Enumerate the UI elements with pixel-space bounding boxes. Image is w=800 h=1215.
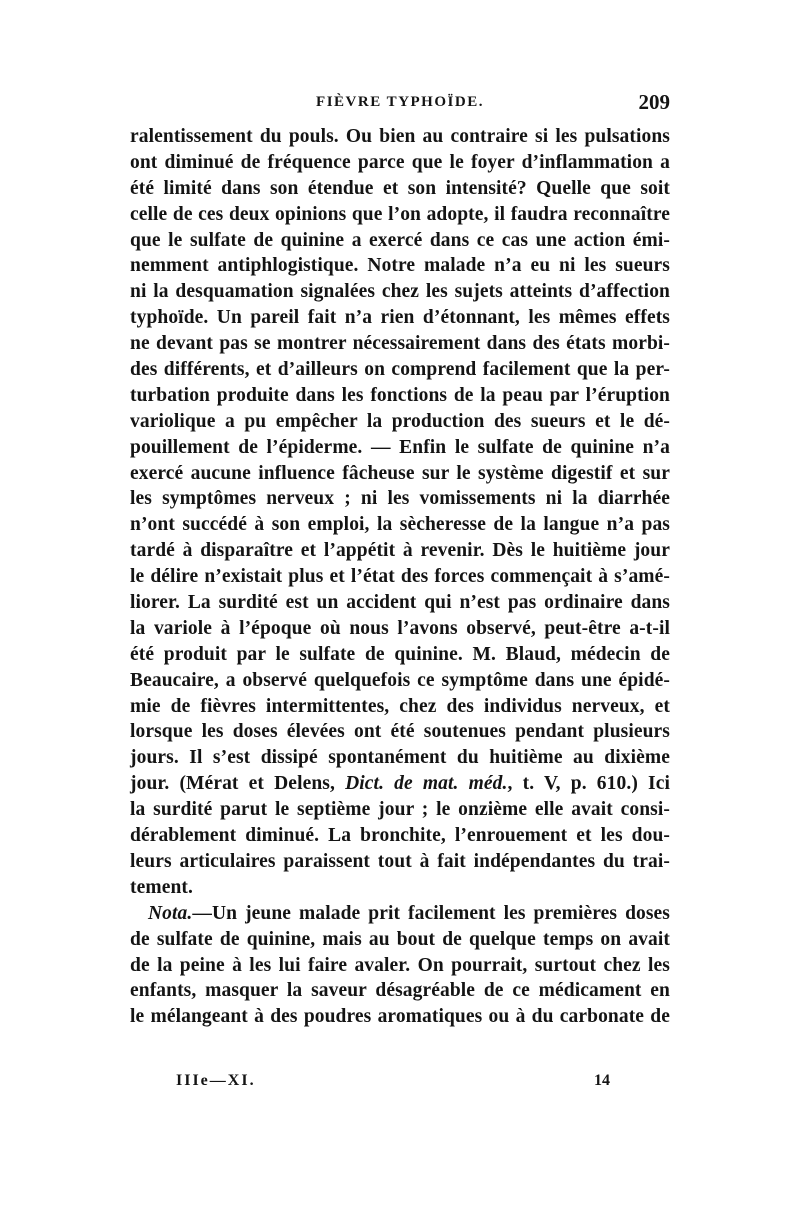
text-line: de la peine à les lui faire avaler. On pourrait, surtout chez les [130, 954, 670, 976]
text-line: ne devant pas se montrer nécessairement dans des états morbi- [130, 333, 670, 355]
text-line: turbation produite dans les fonctions de la peau par l’éruption [130, 384, 670, 406]
nota-first-line-text: —Un jeune malade prit facilement les premières doses [192, 902, 670, 924]
text-line: ont diminué de fréquence parce que le foyer d’inflammation a [130, 151, 670, 173]
text-line: enfants, masquer la saveur désagréable de ce médicament en [130, 980, 670, 1002]
text-line: la variole à l’époque où nous l’avons observé, peut-être a-t-il [130, 617, 670, 639]
text-line: des différents, et d’ailleurs on comprend facilement que la per- [130, 359, 670, 381]
text-line: nemment antiphlogistique. Notre malade n’a eu ni les sueurs [130, 255, 670, 277]
page-number: 209 [638, 90, 670, 114]
text-line: été limité dans son étendue et son intensité? Quelle que soit [130, 177, 670, 199]
citation-before: jour. (Mérat et Delens, [130, 773, 346, 795]
text-line: le délire n’existait plus et l’état des forces commençait à s’amé- [130, 566, 670, 588]
text-line: n’ont succédé à son emploi, la sècheresse de la langue n’a pas [130, 514, 670, 536]
text-line: la surdité parut le septième jour ; le onzième elle avait consi- [130, 799, 670, 821]
text-line: leurs articulaires paraissent tout à fait indépendantes du trai- [130, 850, 670, 872]
citation-line [130, 771, 670, 797]
text-line: tement. [130, 876, 193, 898]
body-text [130, 124, 670, 1030]
running-title: FIÈVRE TYPHOÏDE. [316, 94, 484, 110]
text-line: tardé à disparaître et l’appétit à revenir. Dès le huitième jour [130, 540, 670, 562]
text-line: exercé aucune influence fâcheuse sur le système digestif et sur [130, 462, 670, 484]
text-line: les symptômes nerveux ; ni les vomissements ni la diarrhée [130, 488, 670, 510]
text-line: typhoïde. Un pareil fait n’a rien d’étonnant, les mêmes effets [130, 307, 670, 329]
citation-after: , t. V, p. 610.) Ici [507, 773, 671, 795]
sheet-number: 14 [594, 1072, 610, 1089]
text-line: que le sulfate de quinine a exercé dans ce cas une action émi- [130, 229, 670, 251]
text-line: variolique a pu empêcher la production des sueurs et le dé- [130, 410, 670, 432]
signature-mark: IIIe—XI. [176, 1072, 256, 1089]
nota-first-line [130, 901, 670, 927]
text-line: été produit par le sulfate de quinine. M. Blaud, médecin de [130, 643, 670, 665]
text-line: jours. Il s’est dissipé spontanément du huitième au dixième [130, 747, 670, 769]
nota-label: Nota. [148, 902, 193, 924]
text-line: ralentissement du pouls. Ou bien au contraire si les pulsations [130, 126, 670, 147]
text-line: pouillement de l’épiderme. — Enfin le sulfate de quinine n’a [130, 436, 670, 458]
text-line: liorer. La surdité est un accident qui n’est pas ordinaire dans [130, 592, 670, 614]
text-line: lorsque les doses élevées ont été soutenues pendant plusieurs [130, 721, 670, 743]
text-line: dérablement diminué. La bronchite, l’enrouement et les dou- [130, 825, 670, 847]
text-line: de sulfate de quinine, mais au bout de quelque temps on avait [130, 928, 670, 950]
text-line: le mélangeant à des poudres aromatiques ou à du carbonate de [130, 1006, 670, 1028]
running-head [130, 88, 670, 118]
text-line: mie de fièvres intermittentes, chez des individus nerveux, et [130, 695, 670, 717]
citation-italic-title: Dict. de mat. méd. [345, 773, 508, 795]
text-line: celle de ces deux opinions que l’on adopte, il faudra reconnaître [130, 203, 670, 225]
text-line: Beaucaire, a observé quelquefois ce symptôme dans une épidé- [130, 669, 670, 691]
text-line: ni la desquamation signalées chez les sujets atteints d’affection [130, 281, 670, 303]
page-footer [130, 1072, 670, 1098]
